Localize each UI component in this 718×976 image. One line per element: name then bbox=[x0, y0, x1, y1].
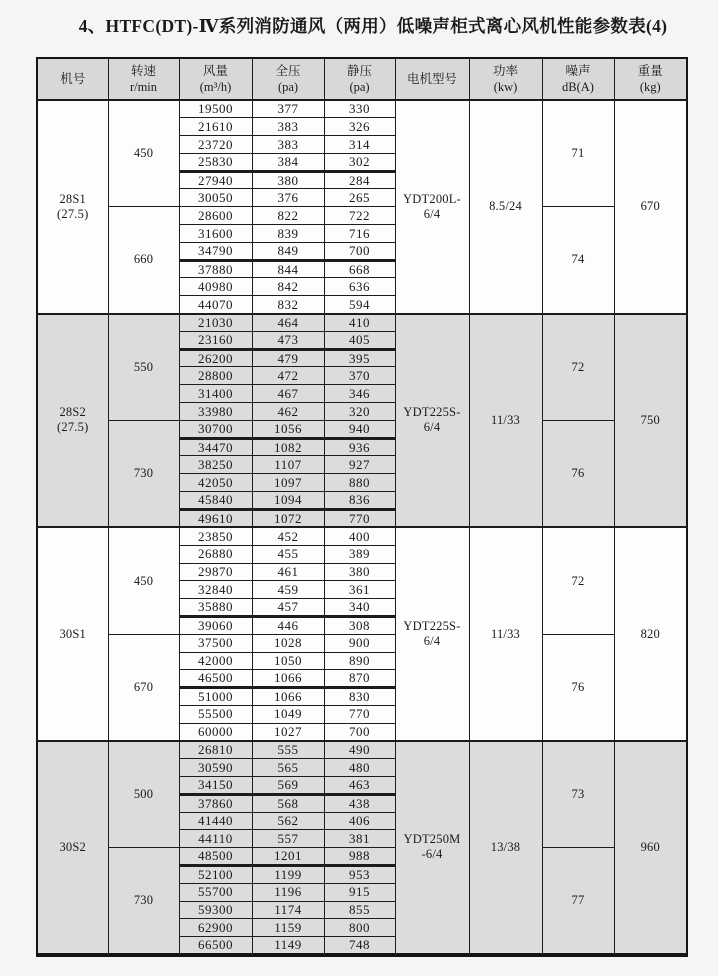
total-pressure-cell: 1082 bbox=[252, 438, 324, 456]
airflow-cell: 45840 bbox=[179, 492, 252, 510]
airflow-cell: 26880 bbox=[179, 545, 252, 563]
noise-cell: 72 bbox=[542, 314, 614, 421]
airflow-cell: 52100 bbox=[179, 866, 252, 884]
total-pressure-cell: 1094 bbox=[252, 492, 324, 510]
total-pressure-cell: 479 bbox=[252, 349, 324, 367]
static-pressure-cell: 880 bbox=[324, 474, 395, 492]
total-pressure-cell: 467 bbox=[252, 385, 324, 403]
static-pressure-cell: 890 bbox=[324, 652, 395, 670]
table-row bbox=[37, 100, 687, 118]
speed-cell: 730 bbox=[108, 848, 179, 955]
airflow-cell: 42050 bbox=[179, 474, 252, 492]
total-pressure-cell: 464 bbox=[252, 314, 324, 332]
total-pressure-cell: 455 bbox=[252, 545, 324, 563]
header-static-pressure: 静压 (pa) bbox=[324, 58, 395, 100]
static-pressure-cell: 330 bbox=[324, 100, 395, 118]
motor-cell: YDT200L- 6/4 bbox=[395, 100, 469, 314]
static-pressure-cell: 361 bbox=[324, 581, 395, 599]
total-pressure-cell: 1196 bbox=[252, 883, 324, 901]
noise-cell: 74 bbox=[542, 207, 614, 314]
static-pressure-cell: 308 bbox=[324, 616, 395, 634]
airflow-cell: 48500 bbox=[179, 848, 252, 866]
static-pressure-cell: 480 bbox=[324, 759, 395, 777]
airflow-cell: 23160 bbox=[179, 331, 252, 349]
static-pressure-cell: 395 bbox=[324, 349, 395, 367]
airflow-cell: 21610 bbox=[179, 118, 252, 136]
page-title: 4、HTFC(DT)-Ⅳ系列消防通风（两用）低噪声柜式离心风机性能参数表(4) bbox=[78, 16, 668, 36]
airflow-cell: 35880 bbox=[179, 599, 252, 617]
airflow-cell: 34150 bbox=[179, 777, 252, 795]
total-pressure-cell: 1097 bbox=[252, 474, 324, 492]
model-cell: 28S2 (27.5) bbox=[37, 314, 108, 528]
total-pressure-cell: 1199 bbox=[252, 866, 324, 884]
airflow-cell: 28600 bbox=[179, 207, 252, 225]
static-pressure-cell: 265 bbox=[324, 189, 395, 207]
noise-cell: 73 bbox=[542, 741, 614, 848]
table-row bbox=[37, 420, 687, 438]
static-pressure-cell: 900 bbox=[324, 634, 395, 652]
header-power: 功率 (kw) bbox=[469, 58, 542, 100]
noise-cell: 72 bbox=[542, 527, 614, 634]
static-pressure-cell: 380 bbox=[324, 563, 395, 581]
total-pressure-cell: 459 bbox=[252, 581, 324, 599]
model-cell: 28S1 (27.5) bbox=[37, 100, 108, 314]
header-noise: 噪声 dB(A) bbox=[542, 58, 614, 100]
airflow-cell: 23720 bbox=[179, 136, 252, 154]
speed-cell: 670 bbox=[108, 634, 179, 741]
total-pressure-cell: 1049 bbox=[252, 705, 324, 723]
header-row bbox=[37, 58, 687, 100]
airflow-cell: 31600 bbox=[179, 225, 252, 243]
total-pressure-cell: 377 bbox=[252, 100, 324, 118]
static-pressure-cell: 700 bbox=[324, 242, 395, 260]
airflow-cell: 21030 bbox=[179, 314, 252, 332]
total-pressure-cell: 822 bbox=[252, 207, 324, 225]
table-row bbox=[37, 848, 687, 866]
airflow-cell: 23850 bbox=[179, 527, 252, 545]
static-pressure-cell: 405 bbox=[324, 331, 395, 349]
total-pressure-cell: 849 bbox=[252, 242, 324, 260]
total-pressure-cell: 555 bbox=[252, 741, 324, 759]
static-pressure-cell: 716 bbox=[324, 225, 395, 243]
table-row bbox=[37, 207, 687, 225]
airflow-cell: 34470 bbox=[179, 438, 252, 456]
airflow-cell: 60000 bbox=[179, 723, 252, 741]
airflow-cell: 32840 bbox=[179, 581, 252, 599]
static-pressure-cell: 800 bbox=[324, 919, 395, 937]
total-pressure-cell: 461 bbox=[252, 563, 324, 581]
static-pressure-cell: 438 bbox=[324, 794, 395, 812]
total-pressure-cell: 1201 bbox=[252, 848, 324, 866]
airflow-cell: 31400 bbox=[179, 385, 252, 403]
total-pressure-cell: 1107 bbox=[252, 456, 324, 474]
airflow-cell: 25830 bbox=[179, 153, 252, 171]
airflow-cell: 26810 bbox=[179, 741, 252, 759]
airflow-cell: 62900 bbox=[179, 919, 252, 937]
static-pressure-cell: 936 bbox=[324, 438, 395, 456]
static-pressure-cell: 770 bbox=[324, 705, 395, 723]
static-pressure-cell: 410 bbox=[324, 314, 395, 332]
weight-cell: 750 bbox=[614, 314, 687, 528]
total-pressure-cell: 1028 bbox=[252, 634, 324, 652]
power-cell: 11/33 bbox=[469, 527, 542, 741]
power-cell: 8.5/24 bbox=[469, 100, 542, 314]
airflow-cell: 19500 bbox=[179, 100, 252, 118]
header-total-pressure: 全压 (pa) bbox=[252, 58, 324, 100]
total-pressure-cell: 1056 bbox=[252, 420, 324, 438]
header-speed: 转速 r/min bbox=[108, 58, 179, 100]
total-pressure-cell: 565 bbox=[252, 759, 324, 777]
static-pressure-cell: 320 bbox=[324, 403, 395, 421]
table-row bbox=[37, 314, 687, 332]
airflow-cell: 30590 bbox=[179, 759, 252, 777]
noise-cell: 76 bbox=[542, 634, 614, 741]
static-pressure-cell: 748 bbox=[324, 937, 395, 955]
airflow-cell: 33980 bbox=[179, 403, 252, 421]
static-pressure-cell: 389 bbox=[324, 545, 395, 563]
static-pressure-cell: 927 bbox=[324, 456, 395, 474]
airflow-cell: 38250 bbox=[179, 456, 252, 474]
total-pressure-cell: 557 bbox=[252, 830, 324, 848]
static-pressure-cell: 636 bbox=[324, 278, 395, 296]
static-pressure-cell: 855 bbox=[324, 901, 395, 919]
total-pressure-cell: 452 bbox=[252, 527, 324, 545]
weight-cell: 820 bbox=[614, 527, 687, 741]
noise-cell: 76 bbox=[542, 420, 614, 527]
airflow-cell: 44110 bbox=[179, 830, 252, 848]
total-pressure-cell: 1159 bbox=[252, 919, 324, 937]
total-pressure-cell: 376 bbox=[252, 189, 324, 207]
total-pressure-cell: 1174 bbox=[252, 901, 324, 919]
total-pressure-cell: 844 bbox=[252, 260, 324, 278]
airflow-cell: 30050 bbox=[179, 189, 252, 207]
total-pressure-cell: 1072 bbox=[252, 509, 324, 527]
airflow-cell: 66500 bbox=[179, 937, 252, 955]
total-pressure-cell: 1050 bbox=[252, 652, 324, 670]
static-pressure-cell: 940 bbox=[324, 420, 395, 438]
speed-cell: 500 bbox=[108, 741, 179, 848]
fan-performance-table bbox=[36, 57, 688, 957]
table-row bbox=[37, 634, 687, 652]
motor-cell: YDT225S- 6/4 bbox=[395, 527, 469, 741]
table-row bbox=[37, 527, 687, 545]
static-pressure-cell: 381 bbox=[324, 830, 395, 848]
airflow-cell: 44070 bbox=[179, 296, 252, 314]
static-pressure-cell: 988 bbox=[324, 848, 395, 866]
static-pressure-cell: 722 bbox=[324, 207, 395, 225]
airflow-cell: 29870 bbox=[179, 563, 252, 581]
total-pressure-cell: 842 bbox=[252, 278, 324, 296]
static-pressure-cell: 302 bbox=[324, 153, 395, 171]
airflow-cell: 41440 bbox=[179, 812, 252, 830]
total-pressure-cell: 1149 bbox=[252, 937, 324, 955]
airflow-cell: 39060 bbox=[179, 616, 252, 634]
airflow-cell: 27940 bbox=[179, 171, 252, 189]
static-pressure-cell: 406 bbox=[324, 812, 395, 830]
speed-cell: 550 bbox=[108, 314, 179, 421]
airflow-cell: 37860 bbox=[179, 794, 252, 812]
airflow-cell: 28800 bbox=[179, 367, 252, 385]
model-cell: 30S1 bbox=[37, 527, 108, 741]
motor-cell: YDT225S- 6/4 bbox=[395, 314, 469, 528]
table-row bbox=[37, 741, 687, 759]
static-pressure-cell: 870 bbox=[324, 670, 395, 688]
total-pressure-cell: 1027 bbox=[252, 723, 324, 741]
static-pressure-cell: 340 bbox=[324, 599, 395, 617]
static-pressure-cell: 326 bbox=[324, 118, 395, 136]
static-pressure-cell: 700 bbox=[324, 723, 395, 741]
total-pressure-cell: 1066 bbox=[252, 670, 324, 688]
static-pressure-cell: 346 bbox=[324, 385, 395, 403]
airflow-cell: 30700 bbox=[179, 420, 252, 438]
airflow-cell: 46500 bbox=[179, 670, 252, 688]
total-pressure-cell: 569 bbox=[252, 777, 324, 795]
static-pressure-cell: 463 bbox=[324, 777, 395, 795]
airflow-cell: 59300 bbox=[179, 901, 252, 919]
power-cell: 11/33 bbox=[469, 314, 542, 528]
total-pressure-cell: 473 bbox=[252, 331, 324, 349]
noise-cell: 77 bbox=[542, 848, 614, 955]
table-header bbox=[37, 58, 687, 100]
static-pressure-cell: 490 bbox=[324, 741, 395, 759]
weight-cell: 960 bbox=[614, 741, 687, 955]
header-airflow: 风量 (m³/h) bbox=[179, 58, 252, 100]
speed-cell: 450 bbox=[108, 100, 179, 207]
static-pressure-cell: 830 bbox=[324, 688, 395, 706]
total-pressure-cell: 462 bbox=[252, 403, 324, 421]
static-pressure-cell: 400 bbox=[324, 527, 395, 545]
airflow-cell: 37880 bbox=[179, 260, 252, 278]
total-pressure-cell: 832 bbox=[252, 296, 324, 314]
airflow-cell: 55700 bbox=[179, 883, 252, 901]
total-pressure-cell: 383 bbox=[252, 136, 324, 154]
static-pressure-cell: 284 bbox=[324, 171, 395, 189]
airflow-cell: 37500 bbox=[179, 634, 252, 652]
airflow-cell: 42000 bbox=[179, 652, 252, 670]
total-pressure-cell: 384 bbox=[252, 153, 324, 171]
motor-cell: YDT250M -6/4 bbox=[395, 741, 469, 955]
model-cell: 30S2 bbox=[37, 741, 108, 955]
table-container bbox=[36, 57, 688, 957]
airflow-cell: 51000 bbox=[179, 688, 252, 706]
speed-cell: 660 bbox=[108, 207, 179, 314]
total-pressure-cell: 446 bbox=[252, 616, 324, 634]
table-body bbox=[37, 100, 687, 955]
speed-cell: 450 bbox=[108, 527, 179, 634]
airflow-cell: 26200 bbox=[179, 349, 252, 367]
airflow-cell: 55500 bbox=[179, 705, 252, 723]
total-pressure-cell: 568 bbox=[252, 794, 324, 812]
static-pressure-cell: 915 bbox=[324, 883, 395, 901]
speed-cell: 730 bbox=[108, 420, 179, 527]
total-pressure-cell: 383 bbox=[252, 118, 324, 136]
airflow-cell: 34790 bbox=[179, 242, 252, 260]
power-cell: 13/38 bbox=[469, 741, 542, 955]
total-pressure-cell: 839 bbox=[252, 225, 324, 243]
static-pressure-cell: 836 bbox=[324, 492, 395, 510]
static-pressure-cell: 594 bbox=[324, 296, 395, 314]
static-pressure-cell: 314 bbox=[324, 136, 395, 154]
weight-cell: 670 bbox=[614, 100, 687, 314]
total-pressure-cell: 472 bbox=[252, 367, 324, 385]
airflow-cell: 40980 bbox=[179, 278, 252, 296]
total-pressure-cell: 1066 bbox=[252, 688, 324, 706]
total-pressure-cell: 562 bbox=[252, 812, 324, 830]
header-model: 机号 bbox=[37, 58, 108, 100]
static-pressure-cell: 953 bbox=[324, 866, 395, 884]
static-pressure-cell: 370 bbox=[324, 367, 395, 385]
noise-cell: 71 bbox=[542, 100, 614, 207]
total-pressure-cell: 380 bbox=[252, 171, 324, 189]
total-pressure-cell: 457 bbox=[252, 599, 324, 617]
static-pressure-cell: 770 bbox=[324, 509, 395, 527]
header-motor: 电机型号 bbox=[395, 58, 469, 100]
airflow-cell: 49610 bbox=[179, 509, 252, 527]
static-pressure-cell: 668 bbox=[324, 260, 395, 278]
header-weight: 重量 (kg) bbox=[614, 58, 687, 100]
